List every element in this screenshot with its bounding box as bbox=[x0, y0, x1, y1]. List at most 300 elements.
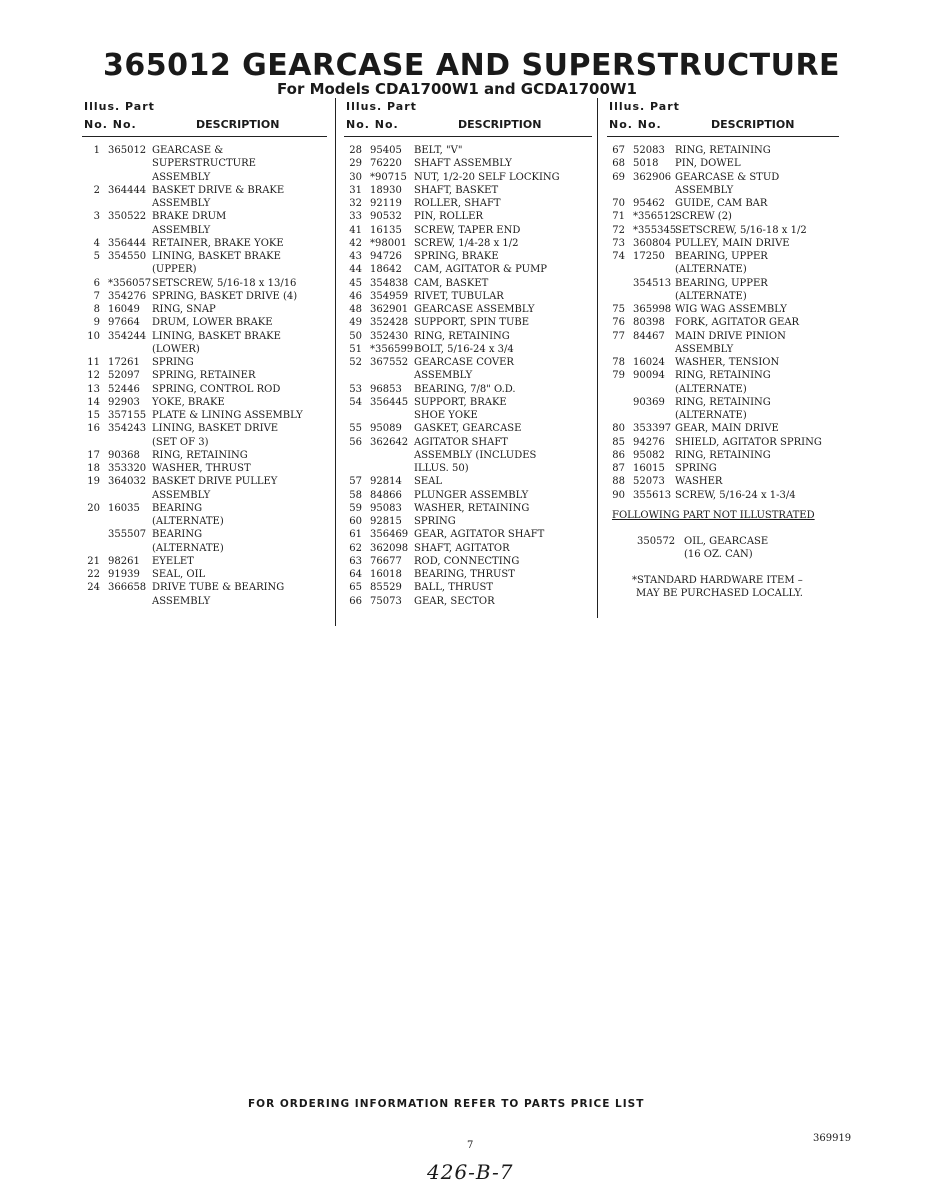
part-number bbox=[362, 409, 414, 422]
part-description: BEARING bbox=[152, 502, 203, 514]
illus-number: 29 bbox=[349, 158, 362, 170]
part-number: 18642 bbox=[370, 264, 402, 276]
part-row bbox=[607, 144, 839, 157]
part-number: 356445 bbox=[370, 396, 409, 408]
part-row bbox=[82, 356, 327, 369]
illus-number bbox=[607, 396, 625, 409]
part-number bbox=[362, 369, 414, 382]
illus-number: 75 bbox=[612, 304, 625, 315]
part-row bbox=[344, 409, 592, 422]
illus-number: 74 bbox=[612, 251, 625, 262]
part-number: 90368 bbox=[108, 449, 140, 461]
part-description: ASSEMBLY bbox=[675, 343, 734, 355]
header-no-no: No. No. bbox=[84, 118, 137, 131]
part-description: BOLT, 5/16-24 x 3/4 bbox=[414, 343, 514, 355]
part-number: *90715 bbox=[370, 171, 407, 183]
part-number: 85529 bbox=[370, 582, 402, 594]
part-row bbox=[344, 595, 592, 608]
part-description: BEARING bbox=[152, 529, 203, 541]
part-description: RING, RETAINING bbox=[414, 330, 510, 342]
illus-number: 51 bbox=[349, 343, 362, 355]
part-row bbox=[607, 171, 839, 184]
part-number bbox=[362, 462, 414, 475]
part-number: 354550 bbox=[108, 251, 147, 262]
part-number: 76677 bbox=[370, 555, 402, 567]
illus-number: 44 bbox=[349, 264, 362, 276]
part-number bbox=[100, 542, 152, 555]
part-row bbox=[82, 436, 327, 449]
part-row bbox=[82, 449, 327, 462]
illus-number: 90 bbox=[612, 489, 625, 501]
part-description: SPRING bbox=[675, 463, 717, 474]
part-row bbox=[607, 409, 839, 422]
part-description: FORK, AGITATOR GEAR bbox=[675, 317, 800, 329]
header-no-no: No. No. bbox=[346, 118, 399, 131]
part-description: SCREW (2) bbox=[675, 211, 732, 223]
illus-number: 78 bbox=[612, 357, 625, 368]
part-number: 364444 bbox=[108, 184, 147, 196]
part-number: *98001 bbox=[370, 237, 407, 249]
illus-number: 68 bbox=[612, 158, 625, 170]
column-divider bbox=[335, 98, 336, 626]
illus-number: 62 bbox=[349, 542, 362, 554]
part-description: SCREW, 5/16-24 x 1-3/4 bbox=[675, 489, 796, 501]
part-description: PLATE & LINING ASSEMBLY bbox=[152, 410, 303, 421]
illus-number: 77 bbox=[612, 330, 625, 342]
part-row bbox=[344, 343, 592, 356]
part-row bbox=[344, 144, 592, 157]
part-row bbox=[82, 528, 327, 541]
part-number: 354513 bbox=[633, 277, 672, 289]
illus-number: 72 bbox=[612, 224, 625, 236]
part-description: GUIDE, CAM BAR bbox=[675, 198, 768, 209]
part-description: BEARING, 7/8" O.D. bbox=[414, 383, 516, 395]
part-row bbox=[344, 515, 592, 528]
illus-number: 4 bbox=[93, 237, 100, 249]
illus-number bbox=[607, 184, 625, 197]
part-description: CAM, BASKET bbox=[414, 277, 489, 289]
part-number: 17261 bbox=[108, 357, 140, 368]
illus-number: 54 bbox=[349, 396, 362, 408]
part-description: RING, RETAINING bbox=[675, 449, 771, 461]
part-description: DRIVE TUBE & BEARING bbox=[152, 582, 285, 594]
header-illus-part: Illus. Part bbox=[609, 100, 680, 113]
part-number: 97664 bbox=[108, 317, 140, 329]
part-row bbox=[82, 515, 327, 528]
illus-number bbox=[82, 157, 100, 170]
part-description: SUPPORT, SPIN TUBE bbox=[414, 317, 530, 329]
illus-number: 2 bbox=[93, 184, 100, 196]
part-row bbox=[344, 422, 592, 435]
part-row bbox=[82, 422, 327, 435]
illus-number bbox=[82, 263, 100, 276]
part-row bbox=[82, 409, 327, 422]
part-number: 16015 bbox=[633, 463, 665, 474]
part-description: ASSEMBLY bbox=[152, 198, 211, 209]
part-number bbox=[100, 224, 152, 237]
part-description: SPRING bbox=[152, 357, 194, 368]
part-description: ASSEMBLY bbox=[675, 184, 734, 196]
illus-number: 60 bbox=[349, 516, 362, 527]
part-description: (ALTERNATE) bbox=[675, 383, 747, 395]
part-description: (ALTERNATE) bbox=[152, 542, 224, 554]
part-description: SPRING, RETAINER bbox=[152, 370, 256, 382]
part-description: RING, SNAP bbox=[152, 304, 216, 315]
part-row bbox=[82, 144, 327, 157]
part-number: 90532 bbox=[370, 211, 402, 223]
part-row bbox=[82, 237, 327, 250]
part-description: ASSEMBLY bbox=[152, 224, 211, 236]
part-row bbox=[82, 184, 327, 197]
illus-number: 85 bbox=[612, 436, 625, 448]
part-number: 80398 bbox=[633, 317, 665, 329]
part-row bbox=[82, 330, 327, 343]
part-number: 91939 bbox=[108, 569, 140, 580]
part-number: 366658 bbox=[108, 582, 147, 594]
illus-number: 43 bbox=[349, 251, 362, 262]
part-description: ASSEMBLY bbox=[152, 595, 211, 607]
part-row bbox=[607, 290, 839, 303]
part-row bbox=[607, 250, 839, 263]
part-number: 360804 bbox=[633, 237, 672, 249]
column-divider bbox=[597, 98, 598, 618]
part-description: (LOWER) bbox=[152, 343, 200, 355]
part-row bbox=[607, 263, 839, 276]
part-row bbox=[607, 449, 839, 462]
part-number: 353397 bbox=[633, 423, 672, 435]
illus-number: 32 bbox=[349, 198, 362, 209]
part-row bbox=[82, 568, 327, 581]
part-row bbox=[607, 197, 839, 210]
illus-number bbox=[82, 542, 100, 555]
part-number: 96853 bbox=[370, 383, 402, 395]
illus-number: 57 bbox=[349, 476, 362, 488]
part-row bbox=[82, 343, 327, 356]
part-number: 352430 bbox=[370, 330, 409, 342]
part-description: GEAR, SECTOR bbox=[414, 595, 495, 607]
part-number: 354243 bbox=[108, 423, 147, 435]
illus-number bbox=[607, 409, 625, 422]
illus-number bbox=[82, 489, 100, 502]
illus-number: 71 bbox=[612, 211, 625, 223]
part-number bbox=[362, 449, 414, 462]
part-number: 52097 bbox=[108, 370, 140, 382]
part-description: EYELET bbox=[152, 555, 194, 567]
part-description: SPRING, BASKET DRIVE (4) bbox=[152, 290, 298, 302]
column-header bbox=[344, 100, 592, 137]
part-number: 84866 bbox=[370, 489, 402, 501]
part-description: SPRING bbox=[414, 516, 456, 527]
part-number bbox=[625, 184, 675, 197]
illus-number: 1 bbox=[93, 145, 100, 156]
illus-number bbox=[607, 383, 625, 396]
illus-number: 88 bbox=[612, 476, 625, 488]
illus-number: 33 bbox=[349, 211, 362, 223]
illus-number bbox=[82, 197, 100, 210]
header-description: DESCRIPTION bbox=[458, 118, 542, 131]
illus-number: 21 bbox=[87, 555, 100, 567]
part-description: (ALTERNATE) bbox=[675, 410, 747, 421]
part-description: RETAINER, BRAKE YOKE bbox=[152, 237, 284, 249]
part-row bbox=[82, 290, 327, 303]
part-number: *355345 bbox=[633, 224, 677, 236]
illus-number: 12 bbox=[87, 370, 100, 382]
part-row bbox=[82, 157, 327, 170]
parts-list bbox=[82, 144, 327, 608]
models-subtitle: For Models CDA1700W1 and GCDA1700W1 bbox=[277, 80, 637, 98]
illus-number: 64 bbox=[349, 569, 362, 580]
part-description: OIL, GEARCASE bbox=[684, 536, 769, 547]
illus-number bbox=[82, 343, 100, 356]
illus-number: 59 bbox=[349, 502, 362, 514]
part-row bbox=[607, 436, 839, 449]
part-number bbox=[100, 343, 152, 356]
part-row bbox=[344, 210, 592, 223]
part-row bbox=[82, 303, 327, 316]
part-description: ASSEMBLY bbox=[414, 370, 473, 382]
part-row bbox=[344, 502, 592, 515]
illus-number: 76 bbox=[612, 317, 625, 329]
part-row bbox=[82, 555, 327, 568]
part-description: GEARCASE COVER bbox=[414, 357, 514, 368]
part-description-cont: (16 OZ. CAN) bbox=[684, 549, 753, 560]
part-row bbox=[607, 396, 839, 409]
illus-number: 61 bbox=[349, 529, 362, 541]
part-row bbox=[344, 449, 592, 462]
part-description: PIN, ROLLER bbox=[414, 211, 483, 223]
part-number: 95462 bbox=[633, 198, 665, 209]
part-number: 16049 bbox=[108, 304, 140, 315]
part-number: 16024 bbox=[633, 357, 665, 368]
illus-number: 28 bbox=[349, 145, 362, 156]
part-number: 75073 bbox=[370, 595, 402, 607]
part-row bbox=[344, 263, 592, 276]
part-number: 92903 bbox=[108, 396, 140, 408]
part-number: 362906 bbox=[633, 171, 672, 183]
part-number bbox=[100, 595, 152, 608]
part-row bbox=[344, 224, 592, 237]
part-row bbox=[82, 581, 327, 594]
part-row bbox=[607, 277, 839, 290]
illus-number: 11 bbox=[87, 357, 100, 368]
part-row bbox=[344, 383, 592, 396]
part-number: 350522 bbox=[108, 211, 147, 223]
part-description: SPRING, CONTROL ROD bbox=[152, 383, 281, 395]
part-number: *356512 bbox=[633, 211, 677, 223]
illus-number: 17 bbox=[87, 449, 100, 461]
part-description: CAM, AGITATOR & PUMP bbox=[414, 264, 548, 276]
part-description: BRAKE DRUM bbox=[152, 211, 227, 223]
part-description: LINING, BASKET BRAKE bbox=[152, 330, 281, 342]
page-title: 365012 GEARCASE AND SUPERSTRUCTURE bbox=[102, 48, 841, 83]
part-description: SEAL bbox=[414, 476, 443, 488]
part-description: SETSCREW, 5/16-18 x 1/2 bbox=[675, 224, 807, 236]
part-row bbox=[344, 568, 592, 581]
illus-number: 20 bbox=[87, 502, 100, 514]
parts-list bbox=[607, 144, 839, 502]
part-description: MAIN DRIVE PINION bbox=[675, 330, 786, 342]
illus-number: 42 bbox=[349, 237, 362, 249]
part-row bbox=[607, 184, 839, 197]
part-description: RIVET, TUBULAR bbox=[414, 290, 504, 302]
part-row bbox=[82, 502, 327, 515]
illus-number bbox=[82, 515, 100, 528]
part-description: WASHER, THRUST bbox=[152, 463, 251, 474]
hardware-note-line1: *STANDARD HARDWARE ITEM – bbox=[632, 575, 803, 586]
illus-number: 30 bbox=[349, 171, 362, 183]
illus-number: 80 bbox=[612, 423, 625, 435]
part-number: 84467 bbox=[633, 330, 665, 342]
illus-number: 5 bbox=[93, 251, 100, 262]
part-number: 356469 bbox=[370, 529, 409, 541]
parts-column-2 bbox=[344, 100, 592, 608]
part-description: YOKE, BRAKE bbox=[152, 396, 225, 408]
parts-column-1 bbox=[82, 100, 327, 608]
part-description: (SET OF 3) bbox=[152, 436, 209, 448]
part-row bbox=[344, 528, 592, 541]
column-header bbox=[82, 100, 327, 137]
illus-number: 10 bbox=[87, 330, 100, 342]
part-row bbox=[82, 210, 327, 223]
part-row bbox=[607, 462, 839, 475]
part-description: PLUNGER ASSEMBLY bbox=[414, 489, 529, 501]
part-description: ASSEMBLY bbox=[152, 171, 211, 183]
part-description: BEARING, UPPER bbox=[675, 277, 768, 289]
illus-number: 86 bbox=[612, 449, 625, 461]
part-description: SETSCREW, 5/16-18 x 13/16 bbox=[152, 277, 297, 289]
part-number: 76220 bbox=[370, 158, 402, 170]
part-row bbox=[82, 250, 327, 263]
part-row bbox=[344, 250, 592, 263]
illus-number bbox=[82, 171, 100, 184]
part-row bbox=[344, 290, 592, 303]
part-row bbox=[82, 383, 327, 396]
illus-number bbox=[344, 462, 362, 475]
part-row bbox=[344, 237, 592, 250]
illus-number: 69 bbox=[612, 171, 625, 183]
part-description: SHAFT ASSEMBLY bbox=[414, 158, 512, 170]
part-row bbox=[82, 171, 327, 184]
part-row bbox=[82, 316, 327, 329]
illus-number: 49 bbox=[349, 317, 362, 329]
part-description: (UPPER) bbox=[152, 264, 197, 276]
part-description: BASKET DRIVE & BRAKE bbox=[152, 184, 285, 196]
part-description: PIN, DOWEL bbox=[675, 158, 741, 170]
part-row bbox=[344, 475, 592, 488]
part-number: 98261 bbox=[108, 555, 140, 567]
part-row bbox=[344, 171, 592, 184]
header-description: DESCRIPTION bbox=[196, 118, 280, 131]
part-row bbox=[344, 356, 592, 369]
part-row bbox=[82, 462, 327, 475]
illus-number bbox=[82, 595, 100, 608]
illus-number: 50 bbox=[349, 330, 362, 342]
part-number: 95082 bbox=[633, 449, 665, 461]
part-row bbox=[344, 369, 592, 382]
part-row bbox=[344, 542, 592, 555]
part-row bbox=[607, 356, 839, 369]
illus-number: 53 bbox=[349, 383, 362, 395]
document-number: 369919 bbox=[813, 1133, 852, 1144]
part-row bbox=[344, 277, 592, 290]
part-number: 90369 bbox=[633, 396, 665, 408]
part-description: SHOE YOKE bbox=[414, 410, 478, 421]
part-number: 357155 bbox=[108, 410, 147, 421]
illus-number bbox=[82, 436, 100, 449]
part-number bbox=[100, 157, 152, 170]
part-description: SHAFT, AGITATOR bbox=[414, 542, 510, 554]
illus-number: 7 bbox=[93, 290, 100, 302]
part-number: 92119 bbox=[370, 198, 402, 209]
parts-column-3 bbox=[607, 100, 839, 502]
part-description: RING, RETAINING bbox=[152, 449, 248, 461]
part-row bbox=[344, 157, 592, 170]
part-number: 354276 bbox=[108, 290, 147, 302]
part-row bbox=[607, 475, 839, 488]
header-description: DESCRIPTION bbox=[711, 118, 795, 131]
part-row bbox=[82, 475, 327, 488]
illus-number: 3 bbox=[93, 211, 100, 223]
part-number: 18930 bbox=[370, 184, 402, 196]
illus-number: 87 bbox=[612, 463, 625, 474]
illus-number: 73 bbox=[612, 237, 625, 249]
part-row bbox=[607, 237, 839, 250]
part-number bbox=[100, 515, 152, 528]
part-row bbox=[344, 581, 592, 594]
illus-number: 46 bbox=[349, 290, 362, 302]
part-row bbox=[344, 184, 592, 197]
hardware-note-line2: MAY BE PURCHASED LOCALLY. bbox=[636, 588, 803, 599]
illus-number: 79 bbox=[612, 370, 625, 382]
part-number: 92815 bbox=[370, 516, 402, 527]
part-description: WASHER, RETAINING bbox=[414, 502, 530, 514]
part-row bbox=[344, 197, 592, 210]
part-number bbox=[100, 489, 152, 502]
illus-number: 65 bbox=[349, 582, 362, 594]
illus-number: 14 bbox=[87, 396, 100, 408]
part-number bbox=[100, 436, 152, 449]
part-row bbox=[82, 542, 327, 555]
part-number: 354959 bbox=[370, 290, 409, 302]
header-illus-part: Illus. Part bbox=[346, 100, 417, 113]
illus-number bbox=[344, 409, 362, 422]
part-row bbox=[82, 197, 327, 210]
part-number: 95089 bbox=[370, 423, 402, 435]
part-description: GEARCASE & bbox=[152, 145, 224, 156]
part-number: 350572 bbox=[637, 536, 676, 547]
illus-number bbox=[344, 369, 362, 382]
part-row bbox=[82, 263, 327, 276]
hardware-note bbox=[632, 574, 803, 600]
illus-number: 52 bbox=[349, 357, 362, 368]
part-description: (ALTERNATE) bbox=[675, 264, 747, 276]
illus-number: 48 bbox=[349, 304, 362, 315]
part-number: 362642 bbox=[370, 436, 409, 448]
part-row bbox=[82, 396, 327, 409]
part-description: WASHER bbox=[675, 476, 723, 488]
part-description: (ALTERNATE) bbox=[675, 290, 747, 302]
part-row bbox=[82, 224, 327, 237]
part-number: 362901 bbox=[370, 304, 409, 315]
part-number: *356057 bbox=[108, 277, 152, 289]
part-row bbox=[344, 462, 592, 475]
header-illus-part: Illus. Part bbox=[84, 100, 155, 113]
part-description: DRUM, LOWER BRAKE bbox=[152, 317, 273, 329]
illus-number: 55 bbox=[349, 423, 362, 435]
part-number: 16035 bbox=[108, 502, 140, 514]
part-description: ROD, CONNECTING bbox=[414, 555, 520, 567]
illus-number: 41 bbox=[349, 224, 362, 236]
